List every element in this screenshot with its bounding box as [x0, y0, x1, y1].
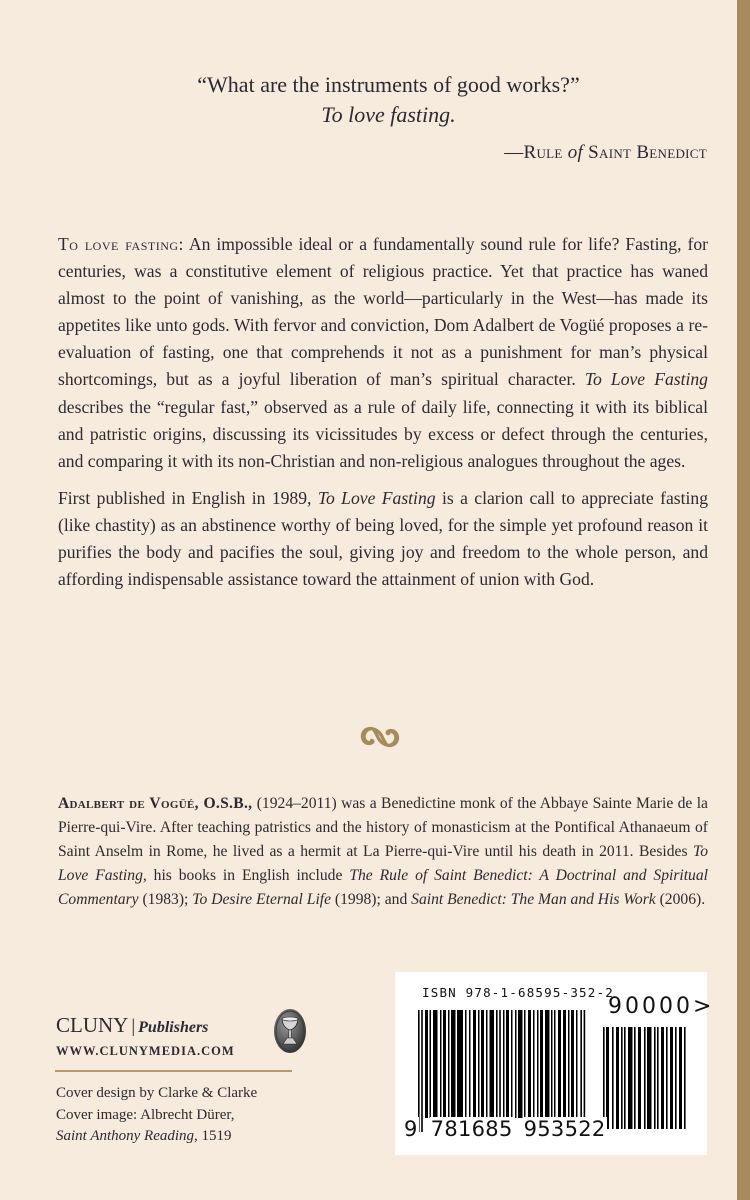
artwork-title: Saint Anthony Reading	[56, 1128, 195, 1144]
publisher-separator: |	[131, 1016, 136, 1037]
description-text: describes the “regular fast,” observed as a rule of daily life, connecting it with its biblical and patristic origins, discussing its vicissitudes by excess or defect through the centuries, and comparing it with its non-Christian and non-religious analogues throughout the ages.	[58, 396, 708, 471]
spine-edge-strip	[737, 0, 750, 1200]
author-bio	[58, 792, 708, 912]
ean13-digits	[403, 1117, 607, 1141]
artwork-year: , 1519	[194, 1128, 232, 1144]
ean13-bars	[418, 1010, 586, 1132]
isbn-label: ISBN 978-1-68595-352-2	[422, 985, 614, 1000]
description-text: is a clarion call to appreciate fasting (like chastity) as an abstinence worthy of being loved, for the simple yet profound reason it purifies the body and pacifies the soul, giving joy and freedom to the whole person, and affording indispensable assistance toward the attainment of union with God.	[58, 487, 708, 590]
chalice-seal-icon	[273, 1008, 307, 1054]
bio-book-title: To Desire Eternal Life	[192, 891, 332, 908]
bio-text: his books in English include	[146, 867, 350, 884]
bio-book-title: Saint Benedict: The Man and His Work	[411, 891, 656, 908]
bio-text: (1983);	[138, 891, 193, 908]
epigraph-attribution	[504, 142, 707, 164]
publisher-brand: CLUNY	[56, 1013, 129, 1037]
bio-text: (1924–2011) was a Benedictine monk of the Abbaye Sainte Marie de la Pierre-qui-Vire. After teaching patristics and the history of monasticism at the Pontifical Athanaeum of Saint Anselm in Rome, he lived as a hermit at La Pierre-qui-Vire until his death in 2011. Besides	[58, 795, 708, 860]
description-paragraph-2	[58, 485, 708, 593]
epigraph-question: “What are the instruments of good works?”	[197, 72, 580, 97]
publisher-url[interactable]: WWW.CLUNYMEDIA.COM	[56, 1044, 235, 1058]
description-paragraph-1	[58, 231, 708, 475]
ean-right-group: 953522	[523, 1117, 606, 1141]
cover-credits	[56, 1083, 257, 1148]
bio-book-title: To Love Fasting,	[58, 843, 708, 884]
bio-text: (1998); and	[331, 891, 412, 908]
attribution-rule: —Rule	[504, 142, 563, 163]
price-code: 90000>	[608, 994, 715, 1019]
price-addon-bars	[603, 1027, 688, 1129]
attribution-of: of	[567, 142, 584, 163]
cover-image-credit: Cover image: Albrecht Dürer,	[56, 1106, 235, 1123]
epigraph-answer: To love fasting.	[321, 102, 456, 127]
cover-image-title-line	[56, 1126, 257, 1148]
bio-book-title: The Rule of Saint Benedict: A Doctrinal and Spiritual Commentary	[58, 867, 708, 908]
ean-left-group: 781685	[430, 1117, 513, 1141]
bio-text: (2006).	[655, 891, 706, 908]
epigraph	[0, 70, 737, 163]
attribution-saint: Saint Benedict	[588, 142, 707, 163]
ean-first-digit: 9	[404, 1117, 418, 1141]
book-title-inline: To Love Fasting	[584, 369, 708, 390]
description-text: First published in English in 1989,	[58, 487, 318, 508]
isbn-barcode	[395, 972, 715, 1155]
book-title-inline: To Love Fasting	[317, 487, 436, 508]
publisher-label: Publishers	[138, 1019, 209, 1036]
author-name: Adalbert de Vogüé, O.S.B.,	[58, 795, 253, 812]
cover-design-credit: Cover design by Clarke & Clarke	[56, 1085, 258, 1101]
description-lead: To love fasting:	[58, 234, 184, 254]
fleuron-icon	[358, 724, 402, 750]
publisher-name	[56, 1012, 208, 1041]
description-text: An impossible ideal or a fundamentally sound rule for life? Fasting, for centuries, was a constitutive element of religious practice. Yet that practice has waned almost to the point of vanishing, as the world—particularly in the West—has made its appetites like unto gods. With fervor and conviction, Dom Adalbert de Vogüé proposes a re-evaluation of fasting, one that comprehends it not as a punishment for man’s physical shortcomings, but as a joyful liberation of man’s spiritual character.	[58, 234, 708, 390]
publisher-divider	[55, 1070, 292, 1072]
book-description	[58, 231, 708, 603]
